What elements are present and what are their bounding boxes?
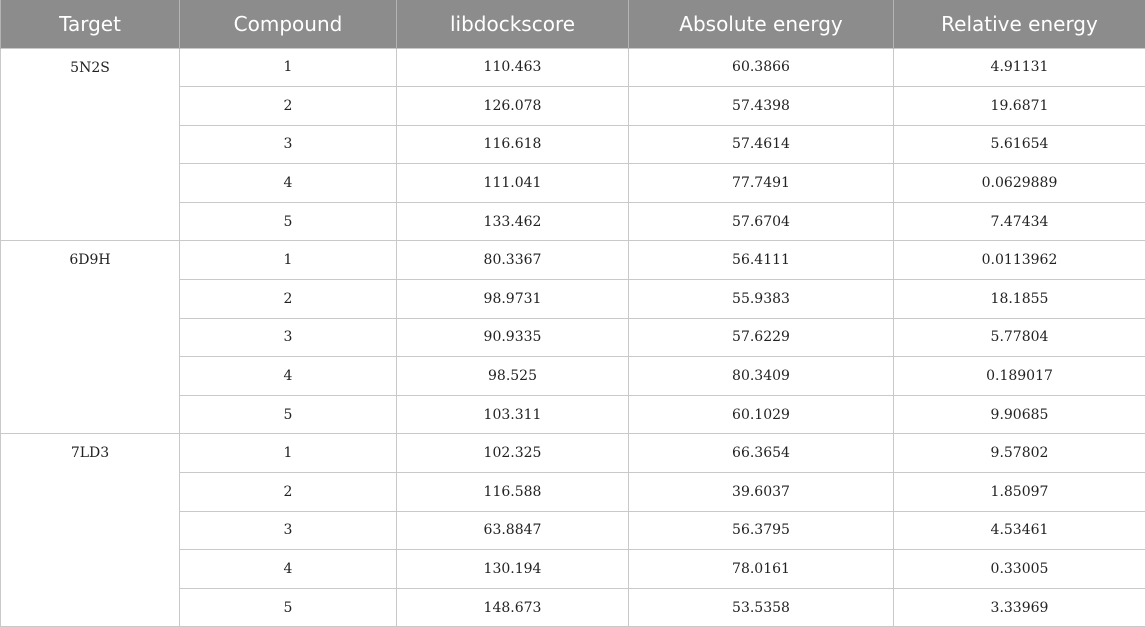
header-libdockscore: libdockscore [397,0,629,48]
libdockscore-cell: 126.078 [397,87,629,126]
absolute-energy-cell: 56.4111 [629,241,894,280]
libdockscore-cell: 110.463 [397,48,629,87]
compound-cell: 4 [180,164,397,203]
absolute-energy-cell: 60.1029 [629,395,894,434]
absolute-energy-cell: 78.0161 [629,550,894,589]
header-absolute-energy: Absolute energy [629,0,894,48]
libdockscore-cell: 116.588 [397,473,629,512]
header-row [1,0,1145,48]
libdockscore-cell: 130.194 [397,550,629,589]
relative-energy-cell: 0.0629889 [894,164,1145,203]
absolute-energy-cell: 80.3409 [629,357,894,396]
absolute-energy-cell: 60.3866 [629,48,894,87]
libdockscore-cell: 103.311 [397,395,629,434]
compound-cell: 5 [180,202,397,241]
relative-energy-cell: 9.57802 [894,434,1145,473]
header-relative-energy: Relative energy [894,0,1145,48]
relative-energy-cell: 0.189017 [894,357,1145,396]
header-target: Target [1,0,180,48]
relative-energy-cell: 19.6871 [894,87,1145,126]
libdockscore-cell: 90.9335 [397,318,629,357]
target-cell: 5N2S [1,48,180,241]
compound-cell: 3 [180,318,397,357]
compound-cell: 1 [180,241,397,280]
libdockscore-cell: 102.325 [397,434,629,473]
absolute-energy-cell: 39.6037 [629,473,894,512]
relative-energy-cell: 7.47434 [894,202,1145,241]
compound-cell: 5 [180,588,397,627]
compound-cell: 3 [180,511,397,550]
libdockscore-cell: 63.8847 [397,511,629,550]
absolute-energy-cell: 53.5358 [629,588,894,627]
absolute-energy-cell: 57.4398 [629,87,894,126]
relative-energy-cell: 4.91131 [894,48,1145,87]
header-compound: Compound [180,0,397,48]
compound-cell: 4 [180,357,397,396]
relative-energy-cell: 4.53461 [894,511,1145,550]
compound-cell: 2 [180,280,397,319]
relative-energy-cell: 1.85097 [894,473,1145,512]
libdockscore-cell: 116.618 [397,125,629,164]
table-header [1,0,1145,48]
compound-cell: 2 [180,473,397,512]
compound-cell: 2 [180,87,397,126]
libdockscore-cell: 148.673 [397,588,629,627]
target-cell: 6D9H [1,241,180,434]
relative-energy-cell: 18.1855 [894,280,1145,319]
absolute-energy-cell: 77.7491 [629,164,894,203]
table-row [1,434,1145,473]
libdockscore-cell: 98.9731 [397,280,629,319]
relative-energy-cell: 3.33969 [894,588,1145,627]
absolute-energy-cell: 55.9383 [629,280,894,319]
absolute-energy-cell: 57.6704 [629,202,894,241]
compound-cell: 4 [180,550,397,589]
libdockscore-cell: 133.462 [397,202,629,241]
target-cell: 7LD3 [1,434,180,627]
libdockscore-cell: 111.041 [397,164,629,203]
table-body [1,48,1145,627]
table-row [1,48,1145,87]
relative-energy-cell: 9.90685 [894,395,1145,434]
absolute-energy-cell: 57.6229 [629,318,894,357]
compound-cell: 1 [180,48,397,87]
relative-energy-cell: 5.77804 [894,318,1145,357]
libdockscore-cell: 98.525 [397,357,629,396]
absolute-energy-cell: 57.4614 [629,125,894,164]
compound-cell: 1 [180,434,397,473]
relative-energy-cell: 5.61654 [894,125,1145,164]
absolute-energy-cell: 56.3795 [629,511,894,550]
libdockscore-cell: 80.3367 [397,241,629,280]
relative-energy-cell: 0.33005 [894,550,1145,589]
relative-energy-cell: 0.0113962 [894,241,1145,280]
compound-cell: 5 [180,395,397,434]
compound-cell: 3 [180,125,397,164]
absolute-energy-cell: 66.3654 [629,434,894,473]
table-row [1,241,1145,280]
